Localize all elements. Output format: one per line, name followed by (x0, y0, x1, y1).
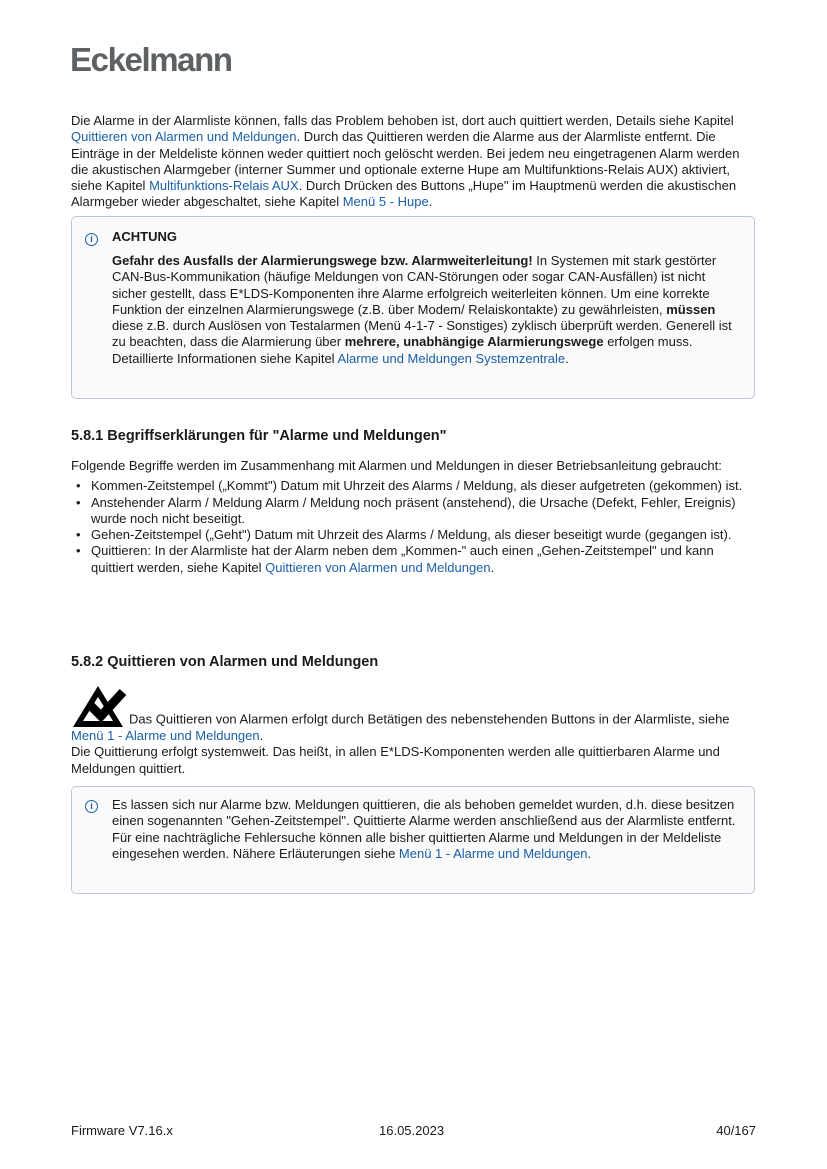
list-item: • Gehen-Zeitstempel („Geht") Datum mit Uhrzeit des Alarms / Meldung, als dieser beseitigt wurde (gegangen ist). (71, 527, 757, 543)
footer-page-number: 40/167 (716, 1123, 756, 1138)
section-5-8-1-body (71, 458, 757, 576)
link-menu1-alarme-2[interactable]: Menü 1 - Alarme und Meldungen (398, 845, 588, 861)
link-quittieren-2[interactable]: Quittieren von Alarmen und Meldungen (265, 559, 491, 575)
link-quittieren[interactable]: Quittieren von Alarmen und Meldungen (71, 129, 297, 145)
warning-title: ACHTUNG (112, 229, 177, 244)
info-icon: i (85, 800, 98, 813)
terms-list (71, 478, 757, 576)
link-menu5-hupe[interactable]: Menü 5 - Hupe (342, 194, 429, 210)
intro-paragraph: Die Alarme in der Alarmliste können, falls das Problem behoben ist, dort auch quittiert werden, Details siehe Kapitel Quittieren von Alarmen und Meldungen. Durch das Quittieren werden die Alarme aus der Alarmliste entfernt. Die Einträge in der Meldeliste können weder quittiert noch gelöscht werden. Bei jedem neu eingetragenen Alarm werden die akustischen Alarmgeber (interner Summer und optionale externe Hupe am Multifunktions-Relais AUX) aktiviert, siehe Kapitel Multifunktions-Relais AUX. Durch Drücken des Buttons „Hupe" im Hauptmenü werden die akustischen Alarmgeber wieder abgeschaltet, siehe Kapitel Menü 5 - Hupe. (71, 113, 740, 210)
section-intro: Folgende Begriffe werden im Zusammenhang mit Alarmen und Meldungen in dieser Betriebsanleitung gebraucht: (71, 458, 722, 473)
footer-firmware: Firmware V7.16.x (71, 1123, 173, 1138)
section-5-8-2-body: Das Quittieren von Alarmen erfolgt durch Betätigen des nebenstehenden Buttons in der Alarmliste, siehe Menü 1 - Alarme und Meldungen. Die Quittierung erfolgt systemweit. Das heißt, in allen E*LDS-Komponenten werden alle quittierbaren Alarme und Meldungen quittiert. (71, 684, 761, 777)
footer-date: 16.05.2023 (379, 1123, 445, 1138)
list-item: • Anstehender Alarm / Meldung Alarm / Meldung noch präsent (anstehend), die Ursache (Defekt, Fehler, Ereignis) wurde noch nicht beseitigt. (71, 495, 757, 528)
heading-5-8-2: 5.8.2 Quittieren von Alarmen und Meldungen (71, 654, 379, 670)
list-item: • Kommen-Zeitstempel („Kommt") Datum mit Uhrzeit des Alarms / Meldung, als dieser aufgetreten (gekommen) ist. (71, 478, 757, 494)
warning-box (71, 216, 755, 399)
eckelmann-logo: Eckelmann (70, 41, 232, 78)
link-multifunktions-relais[interactable]: Multifunktions-Relais AUX (149, 178, 299, 194)
acknowledge-button-icon (71, 684, 127, 728)
info-body: Es lassen sich nur Alarme bzw. Meldungen quittieren, die als behoben gemeldet wurden, d.h. diese besitzen einen sogenannten "Gehen-Zeitstempel". Quittierte Alarme werden anschließend aus der Alarmliste entfernt. Für eine nachträgliche Fehlersuche können alle bisher quittierten Alarme und Meldungen in der Meldeliste eingesehen werden. Nähere Erläuterungen siehe Menü 1 - Alarme und Meldungen. (112, 797, 736, 861)
info-box (71, 786, 755, 894)
list-item: • Quittieren: In der Alarmliste hat der Alarm neben dem „Kommen-" auch einen „Gehen-Zeitstempel" und kann quittiert werden, siehe Kapitel Quittieren von Alarmen und Meldungen. (71, 543, 757, 576)
warning-body: Gefahr des Ausfalls der Alarmierungswege bzw. Alarmweiterleitung! In Systemen mit stark gestörter CAN-Bus-Kommunikation (häufige Meldungen von CAN-Störungen oder sogar CAN-Ausfällen) ist nicht sicher gestellt, dass E*LDS-Komponenten ihre Alarme erfolgreich weiterleiten können. Um eine korrekte Funktion der einzelnen Alarmierungswege (z.B. über Modem/ Relaiskontakte) zu gewährleisten, müssen diese z.B. durch Auslösen von Testalarmen (Menü 4-1-7 - Sonstiges) zyklisch überprüft werden. Generell ist zu beachten, dass die Alarmierung über mehrere, unabhängige Alarmierungswege erfolgen muss. Detaillierte Informationen siehe Kapitel Alarme und Meldungen Systemzentrale. (112, 253, 732, 366)
info-icon: i (85, 233, 98, 246)
systemwide-note: Die Quittierung erfolgt systemweit. Das heißt, in allen E*LDS-Komponenten werden alle quittierbaren Alarme und Meldungen quittiert. (71, 744, 720, 776)
link-alarme-systemzentrale[interactable]: Alarme und Meldungen Systemzentrale (337, 350, 566, 366)
heading-5-8-1: 5.8.1 Begriffserklärungen für "Alarme und Meldungen" (71, 428, 447, 444)
link-menu1-alarme[interactable]: Menü 1 - Alarme und Meldungen (71, 728, 260, 743)
